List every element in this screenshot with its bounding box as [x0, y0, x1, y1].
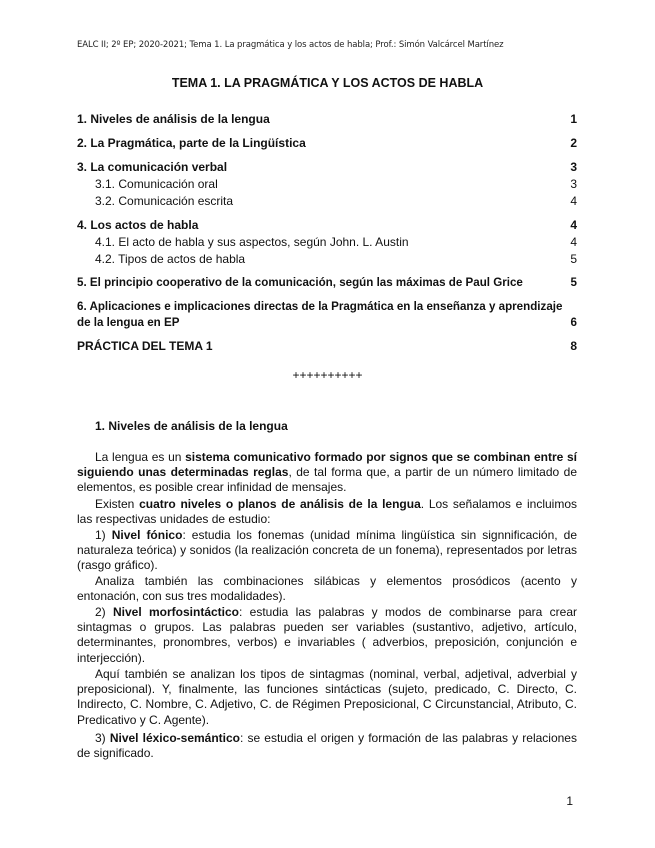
- toc-subentry[interactable]: [95, 252, 577, 266]
- paragraph: La lengua es un sistema comunicativo formado por signos que se combinan entre sí siguiendo unas determinadas reglas, de tal forma que, a partir de un número limitado de elementos, es posible crear infinidad de mensajes.: [77, 450, 578, 495]
- toc-entry[interactable]: [77, 218, 577, 232]
- toc-entry-page: 8: [570, 339, 577, 353]
- toc-entry-label-line1: 6. Aplicaciones e implicaciones directas de la Pragmática en la enseñanza y aprendizaje: [77, 300, 563, 313]
- toc-entry[interactable]: [77, 299, 577, 331]
- paragraph: Analiza también las combinaciones silábicas y elementos prosódicos (acento y entonación, con sus tres modalidades).: [77, 574, 577, 604]
- toc-entry-label: PRÁCTICA DEL TEMA 1: [77, 339, 213, 353]
- toc-entry-page: 4: [570, 235, 577, 249]
- toc-entry-label: 3.1. Comunicación oral: [95, 177, 218, 191]
- page-number: 1: [566, 794, 573, 808]
- toc-entry-label: 2. La Pragmática, parte de la Lingüística: [77, 136, 306, 150]
- toc-entry-page: 1: [570, 112, 577, 126]
- toc-entry-label: 5. El principio cooperativo de la comunicación, según las máximas de Paul Grice: [77, 276, 523, 289]
- toc-entry-label: 4.1. El acto de habla y sus aspectos, según John. L. Austin: [95, 235, 409, 249]
- toc-entry-page: 3: [570, 177, 577, 191]
- toc-entry[interactable]: [77, 339, 577, 353]
- paragraph: 2) Nivel morfosintáctico: estudia las palabras y modos de combinarse para crear sintagmas o grupos. Las palabras pueden ser variables (sustantivo, adjetivo, artículo, determinantes, pronombres, verbos) e invariables ( adverbios, preposición, conjunción e interjección).: [77, 605, 578, 665]
- toc-entry-page: 5: [570, 276, 577, 289]
- toc-entry-label: 4. Los actos de habla: [77, 218, 199, 232]
- toc-entry-page: 4: [570, 194, 577, 208]
- running-header: EALC II; 2º EP; 2020-2021; Tema 1. La pragmática y los actos de habla; Prof.: Simón Valcárcel Martínez: [77, 40, 504, 50]
- toc-entry-page: 6: [570, 316, 577, 329]
- toc-entry[interactable]: [77, 160, 577, 174]
- paragraph: 3) Nivel léxico-semántico: se estudia el origen y formación de las palabras y relaciones de significado.: [77, 731, 577, 761]
- toc-entry-page: 4: [570, 218, 577, 232]
- toc-entry-label: 3. La comunicación verbal: [77, 160, 228, 174]
- toc-entry[interactable]: [77, 112, 577, 126]
- paragraph: 1) Nivel fónico: estudia los fonemas (unidad mínima lingüística sin signnificación, de naturaleza teórica) y sonidos (la realización concreta de un fonema), representados por letras (rasgo gráfico).: [77, 528, 577, 573]
- toc-entry-label: 4.2. Tipos de actos de habla: [95, 252, 246, 266]
- toc-entry-label-line2: de la lengua en EP: [77, 316, 180, 329]
- toc-subentry[interactable]: [95, 235, 577, 249]
- paragraph: Existen cuatro niveles o planos de análisis de la lengua. Los señalamos e incluimos las respectivas unidades de estudio:: [77, 497, 577, 527]
- toc-subentry[interactable]: [95, 194, 577, 208]
- document-title: TEMA 1. LA PRAGMÁTICA Y LOS ACTOS DE HABLA: [171, 76, 484, 90]
- toc-entry[interactable]: [77, 276, 577, 289]
- toc-subentry[interactable]: [95, 177, 577, 191]
- toc-entry-label: 1. Niveles de análisis de la lengua: [77, 112, 270, 126]
- toc-entry-label: 3.2. Comunicación escrita: [95, 194, 234, 208]
- paragraph: Aquí también se analizan los tipos de sintagmas (nominal, verbal, adjetival, adverbial y preposicional). Y, finalmente, las funciones sintácticas (sujeto, predicado, C. Directo, C. Indirecto, C. Nombre, C. Adjetivo, C. de Régimen Preposicional, C Circunstancial, Atributo, C. Predicativo y C. Agente).: [77, 667, 577, 727]
- toc-entry-page: 2: [570, 136, 577, 150]
- separator: ++++++++++: [292, 368, 363, 382]
- section-heading: 1. Niveles de análisis de la lengua: [95, 419, 288, 433]
- toc-entry-page: 3: [570, 160, 577, 174]
- toc-entry-page: 5: [570, 252, 577, 266]
- toc-entry[interactable]: [77, 136, 577, 150]
